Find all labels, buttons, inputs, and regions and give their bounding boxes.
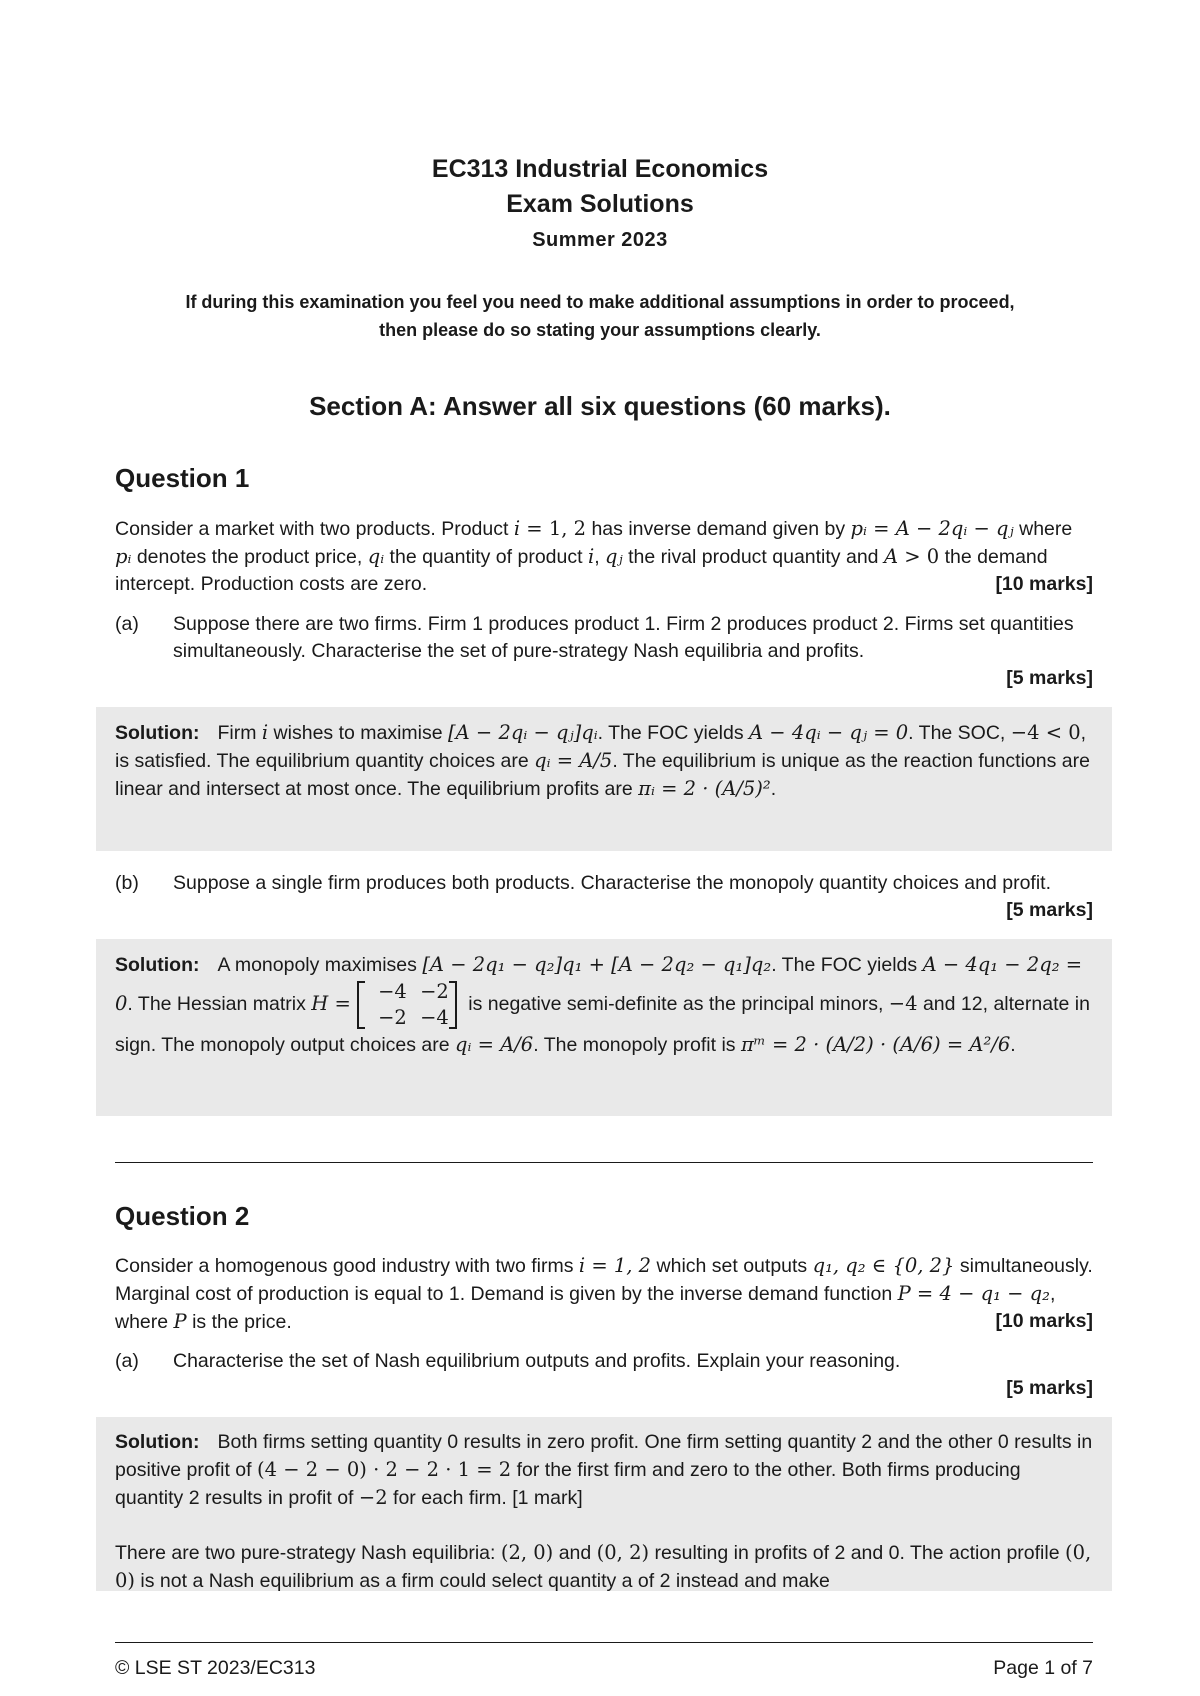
question-2-heading: Question 2 [115,1201,250,1231]
question-2a [115,1348,1093,1402]
question-1b-marks: [5 marks] [1006,899,1093,921]
document-title: Exam Solutions [506,190,694,218]
question-1a-text: Suppose there are two firms. Firm 1 produces product 1. Firm 2 produces product 2. Firms set quantities simultaneously. Characterise the set of pure-strategy Nash equilibria and profits. [173,613,1074,662]
solution-2a-paragraph-2: There are two pure-strategy Nash equilibria: (2, 0) and (0, 2) resulting in profits of 2 and 0. The action profile (0, 0) is not a Nash equilibrium as a firm could select quantity a of 2 instead and make [115,1541,1092,1592]
hessian-matrix: −4 −2 −2 −4 [357,979,457,1031]
instructions-line-2: then please do so stating your assumptions clearly. [379,320,821,340]
question-1a [115,611,1093,692]
footer-rule [115,1642,1093,1643]
question-1b-label: (b) [115,872,139,894]
question-2a-solution [96,1417,1112,1591]
question-1a-solution: Solution: Firm i wishes to maximise [A − 2qᵢ − qⱼ]qᵢ. The FOC yields A − 4qᵢ − qⱼ = 0. The SOC, −4 < 0, is satisfied. The equilibrium quantity choices are qᵢ = A/5. The equilibrium is unique as the reaction functions are linear and intersect at most once. The equilibrium profits are πᵢ = 2 · (A/5)². [96,707,1112,851]
question-2-stem: Consider a homogenous good industry with two firms i = 1, 2 which set outputs q₁, q₂ ∈ {0, 2} simultaneously. Marginal cost of production is equal to 1. Demand is given by the inverse demand function P = 4 − q₁ − q₂, where P is the price. [10 marks] [115,1254,1093,1333]
question-2a-marks: [5 marks] [1006,1377,1093,1399]
footer-copyright: © LSE ST 2023/EC313 [115,1657,316,1679]
page-footer [115,1657,1093,1680]
question-2-marks: [10 marks] [995,1310,1093,1332]
question-1b-text: Suppose a single firm produces both products. Characterise the monopoly quantity choices and profit. [5 marks] [173,870,1093,897]
question-1a-label: (a) [115,613,139,635]
instructions-line-1: If during this examination you feel you need to make additional assumptions in order to proceed, [185,292,1015,312]
page-number: Page 1 of 7 [993,1657,1093,1679]
course-title: EC313 Industrial Economics [431,155,769,183]
question-1-marks: [10 marks] [995,573,1093,595]
question-1b-solution: Solution: A monopoly maximises [A − 2q₁ − q₂]q₁ + [A − 2q₂ − q₁]q₂. The FOC yields A − 4q₁ − 2q₂ = 0. The Hessian matrix H =−4 −2 −2 −4 is negative semi-definite as the principal minors, −4 and 12, alternate in sign. The monopoly output choices are qᵢ = A/6. The monopoly profit is πᵐ = 2 · (A/2) · (A/6) = A²/6. [96,939,1112,1116]
solution-2a-paragraph-1: Solution: Both firms setting quantity 0 results in zero profit. One firm setting quantity 2 and the other 0 results in positive profit of (4 − 2 − 0) · 2 − 2 · 1 = 2 for the first firm and zero to the other. Both firms producing quantity 2 results in profit of −2 for each firm. [1 mark] [115,1431,1093,1509]
exam-term: Summer 2023 [532,229,668,251]
question-1-heading: Question 1 [115,463,250,493]
question-2a-label: (a) [115,1350,139,1372]
question-1b [115,870,1093,924]
question-1a-marks: [5 marks] [1006,667,1093,689]
question-1-stem: Consider a market with two products. Product i = 1, 2 has inverse demand given by pᵢ = A − 2qᵢ − qⱼ where pᵢ denotes the product price, qᵢ the quantity of product i, qⱼ the rival product quantity and A > 0 the demand intercept. Production costs are zero. [10 marks] [115,515,1093,598]
question-2a-text: Characterise the set of Nash equilibrium outputs and profits. Explain your reasoning. [173,1350,901,1372]
question-divider [115,1162,1093,1163]
section-title: Section A: Answer all six questions (60 marks). [309,391,891,421]
